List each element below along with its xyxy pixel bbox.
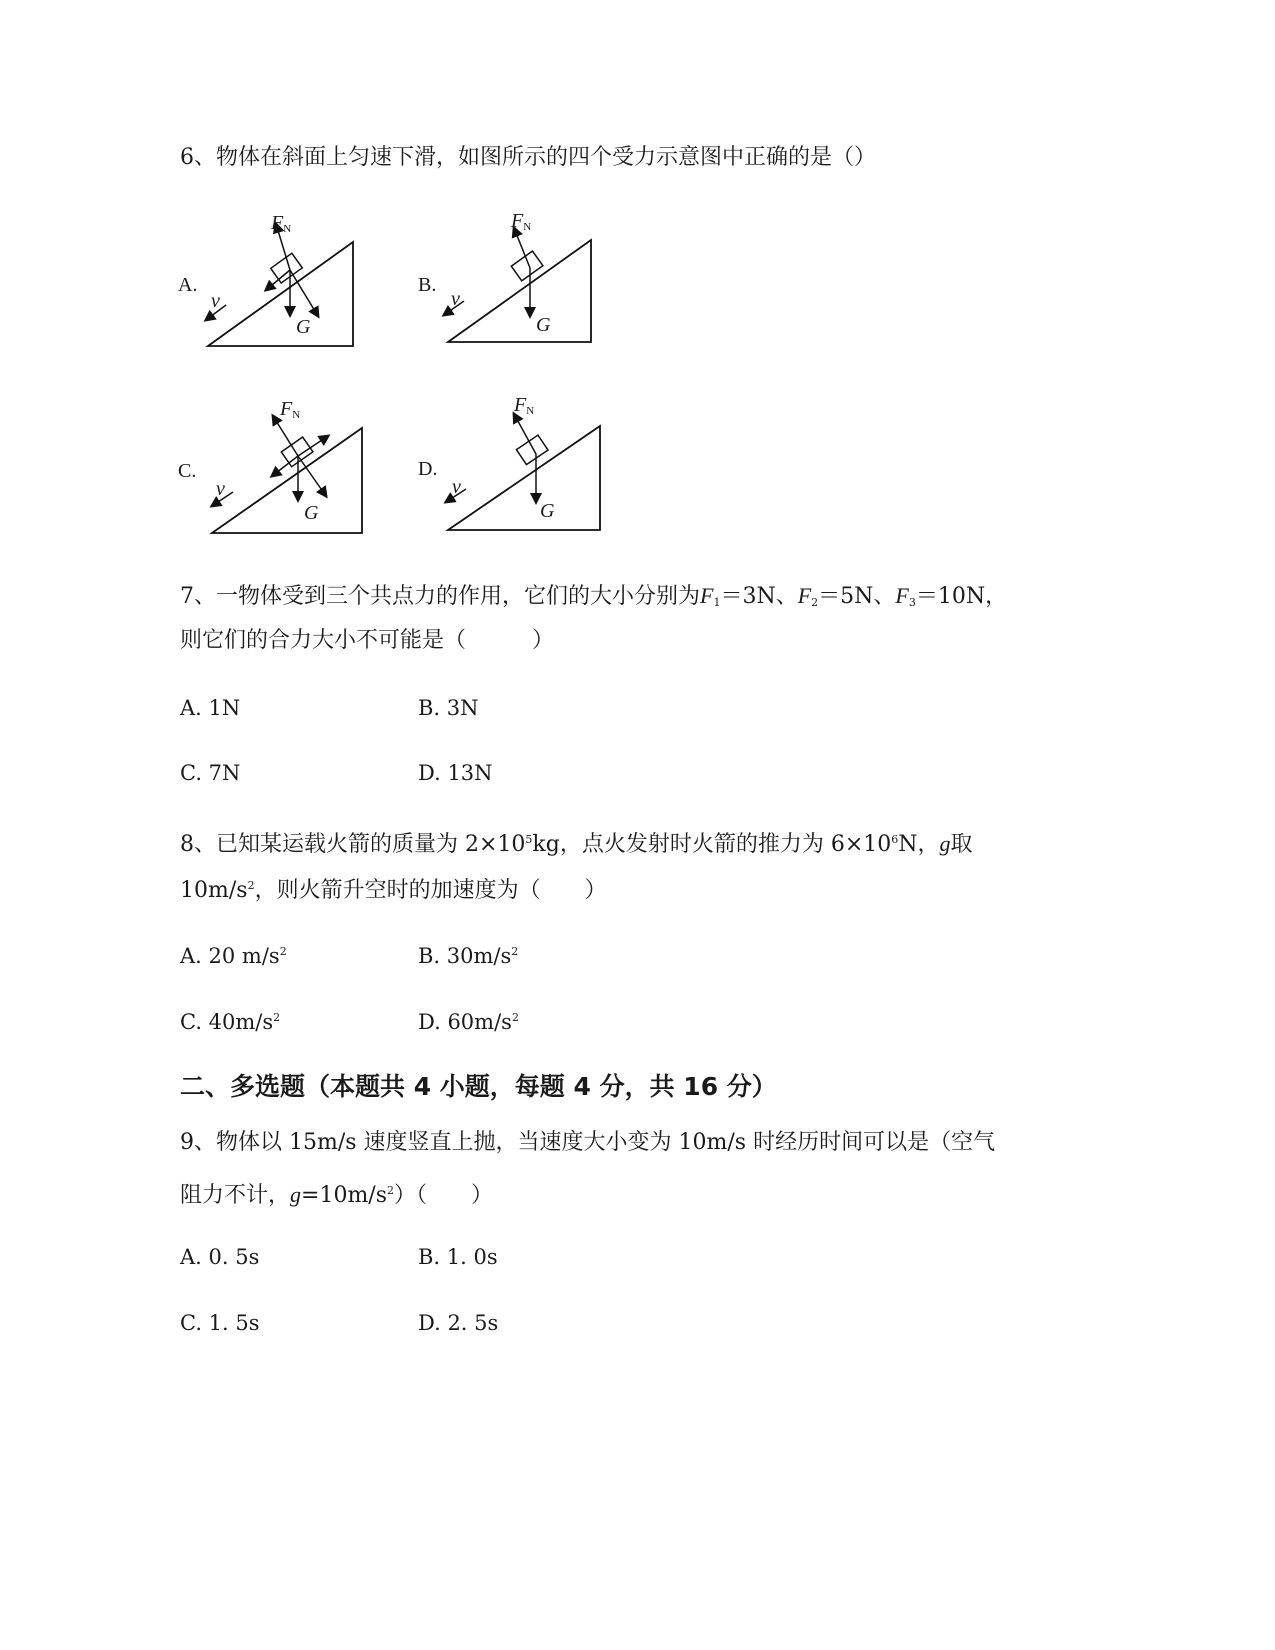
gravity-label: G bbox=[304, 502, 319, 524]
normal-force-label: $F_N$ bbox=[514, 394, 535, 417]
normal-force-label: $F_N$ bbox=[280, 398, 301, 421]
f2-symbol: F bbox=[797, 583, 812, 608]
option-label: D. bbox=[418, 458, 438, 480]
q7-option-a: A. 1N bbox=[180, 696, 241, 720]
q8-option-a: A. 20 $m/s^2$ bbox=[180, 944, 287, 968]
q9-stem-line1: 9、物体以 15m/s 速度竖直上抛，当速度大小变为 10m/s 时经历时间可以是（空气 bbox=[180, 1130, 996, 1155]
friction-arrow bbox=[272, 456, 298, 476]
f1-symbol: F bbox=[700, 583, 714, 608]
q8-stem-line2 bbox=[180, 871, 607, 906]
f3-symbol: F bbox=[895, 583, 909, 608]
q7-option-b: B. 3N bbox=[418, 696, 479, 720]
incline-diagram-c bbox=[178, 396, 378, 546]
velocity-label: v bbox=[452, 476, 461, 498]
normal-force-arrow bbox=[514, 414, 536, 454]
f3-sub: 3 bbox=[908, 596, 916, 609]
q9-option-c: C. 1. 5s bbox=[180, 1311, 260, 1335]
q6-stem: 6、物体在斜面上匀速下滑，如图所示的四个受力示意图中正确的是（） bbox=[180, 145, 876, 170]
q7-option-d: D. 13N bbox=[418, 761, 493, 785]
q8-line2-a: 10m/s bbox=[180, 878, 248, 903]
gravity-label: G bbox=[296, 316, 311, 338]
q8-text-2: kg，点火发射时火箭的推力为 6×10 bbox=[532, 832, 892, 857]
q6-diagram-d bbox=[418, 394, 618, 544]
block bbox=[511, 251, 543, 281]
velocity-label: v bbox=[451, 288, 460, 310]
q8-option-d: D. $60m/s^2$ bbox=[418, 1010, 519, 1034]
incline-triangle bbox=[448, 426, 600, 530]
q8-option-c: C. $40m/s^2$ bbox=[180, 1010, 281, 1034]
f3-value: ＝10N， bbox=[915, 584, 1008, 609]
q7-stem-text: 7、一物体受到三个共点力的作用，它们的大小分别为 bbox=[180, 584, 700, 609]
section-heading: 二、多选题（本题共 4 小题，每题 4 分，共 16 分） bbox=[180, 1072, 777, 1101]
option-label: C. bbox=[178, 460, 197, 482]
gravity-label: G bbox=[536, 314, 551, 336]
q6-diagram-c bbox=[178, 396, 378, 546]
velocity-label: v bbox=[211, 290, 220, 312]
incline-triangle bbox=[212, 428, 362, 533]
q8-line2-exp: 2 bbox=[247, 879, 255, 892]
normal-force-arrow bbox=[273, 416, 298, 456]
q7-stem-line1 bbox=[180, 581, 1007, 618]
q9-stem-line2 bbox=[180, 1176, 493, 1211]
option-label: A. bbox=[178, 274, 198, 296]
q8-text-1: 8、已知某运载火箭的质量为 2×10 bbox=[180, 832, 526, 857]
incline-triangle bbox=[208, 242, 353, 346]
q7-stem-line2: 则它们的合力大小不可能是（ ） bbox=[180, 628, 555, 653]
q9-line2-a: 阻力不计， bbox=[180, 1183, 291, 1208]
up-slope-arrow bbox=[298, 436, 328, 456]
gravity-label: G bbox=[540, 500, 555, 522]
normal-force-label: $F_N$ bbox=[511, 210, 532, 233]
q8-text-4: 取 bbox=[950, 832, 973, 857]
option-label: B. bbox=[418, 274, 437, 296]
normal-force-label: $F_N$ bbox=[271, 212, 292, 235]
q9-line2-c: ）（ ） bbox=[394, 1183, 494, 1208]
f2-sub: 2 bbox=[811, 596, 819, 609]
q9-line2-b: =10m/s bbox=[301, 1183, 388, 1208]
q9-option-b: B. 1. 0s bbox=[418, 1245, 498, 1269]
f2-value: ＝5N、 bbox=[818, 584, 896, 609]
block bbox=[281, 437, 313, 467]
g-symbol: g bbox=[939, 831, 951, 856]
q8-line2-b: ，则火箭升空时的加速度为（ ） bbox=[254, 878, 607, 903]
q8-exp-2: 6 bbox=[891, 833, 899, 846]
f1-sub: 1 bbox=[713, 596, 721, 609]
velocity-label: v bbox=[216, 478, 225, 500]
q9-line2-exp: 2 bbox=[387, 1184, 395, 1197]
incline-triangle bbox=[448, 240, 591, 342]
q8-option-b: B. $30m/s^2$ bbox=[418, 944, 519, 968]
q6-diagram-a bbox=[178, 210, 378, 360]
q9-option-a: A. 0. 5s bbox=[180, 1245, 260, 1269]
q8-stem-line1 bbox=[180, 825, 973, 860]
q8-exp-1: 5 bbox=[525, 833, 533, 846]
g-symbol: g bbox=[290, 1182, 302, 1207]
q7-option-c: C. 7N bbox=[180, 761, 241, 785]
q6-diagram-b bbox=[418, 208, 618, 358]
f1-value: ＝3N、 bbox=[720, 584, 798, 609]
q8-text-3: N， bbox=[898, 832, 940, 857]
q9-option-d: D. 2. 5s bbox=[418, 1311, 499, 1335]
block bbox=[516, 435, 548, 464]
